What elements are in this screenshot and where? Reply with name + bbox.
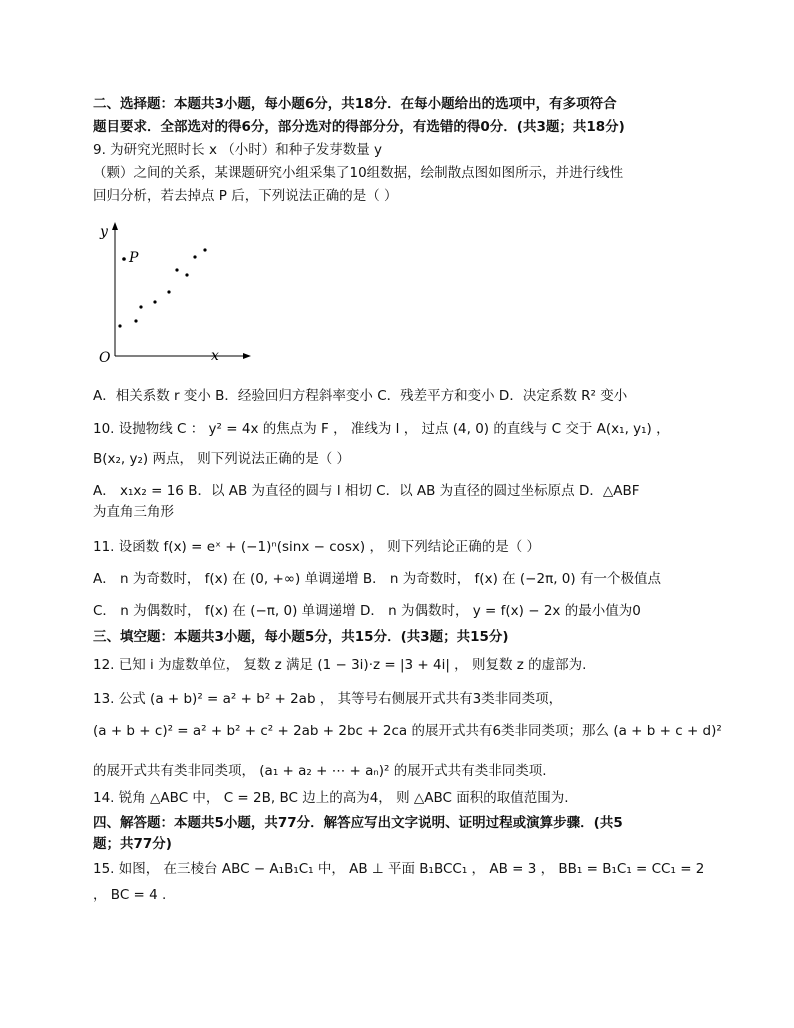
section4-header-line1: 四、解答题：本题共5小题，共77分．解答应写出文字说明、证明过程或演算步骤．(共5 — [93, 815, 623, 831]
section4-header-line2: 题；共77分) — [93, 836, 172, 852]
x-axis-arrow — [243, 353, 251, 359]
q10-line3: A． x₁x₂ = 16 B．以 AB 为直径的圆与 l 相切 C．以 AB 为直径的圆过坐标原点 D．△ABF — [93, 483, 640, 499]
scatter-point — [175, 268, 178, 271]
q15-line1: 15. 如图， 在三棱台 ABC − A₁B₁C₁ 中， AB ⊥ 平面 B₁BCC₁ ， AB = 3 ， BB₁ = B₁C₁ = CC₁ = 2 — [93, 861, 705, 877]
q10-line2: B(x₂, y₂) 两点， 则下列说法正确的是（ ） — [93, 451, 351, 467]
q12-line1: 12. 已知 i 为虚数单位， 复数 z 满足 (1 − 3i)·z = |3 + 4i| ， 则复数 z 的虚部为. — [93, 657, 587, 673]
y-axis-label: y — [100, 224, 108, 240]
q13-line3: 的展开式共有类非同类项， (a₁ + a₂ + ⋯ + aₙ)² 的展开式共有类非同类项. — [93, 763, 547, 779]
scatter-point — [185, 273, 188, 276]
scatter-point — [139, 305, 142, 308]
q15-line2: ， BC = 4 . — [93, 887, 167, 903]
section3-header: 三、填空题：本题共3小题，每小题5分，共15分．(共3题；共15分) — [93, 629, 509, 645]
scatter-point — [167, 290, 170, 293]
q13-line1: 13. 公式 (a + b)² = a² + b² + 2ab ， 其等号右侧展开式共有3类非同类项， — [93, 691, 563, 707]
scatter-plot-figure — [93, 220, 253, 370]
scatter-point — [203, 248, 206, 251]
q11-line2: A． n 为奇数时， f(x) 在 (0, +∞) 单调递增 B． n 为奇数时， f(x) 在 (−2π, 0) 有一个极值点 — [93, 571, 661, 587]
section2-header-line1: 二、选择题：本题共3小题，每小题6分，共18分．在每小题给出的选项中，有多项符合 — [93, 96, 617, 112]
q10-line4: 为直角三角形 — [93, 504, 174, 520]
q14-line1: 14. 锐角 △ABC 中， C = 2B, BC 边上的高为4， 则 △ABC 面积的取值范围为. — [93, 790, 569, 806]
q11-line1: 11. 设函数 f(x) = eˣ + (−1)ⁿ(sinx − cosx) ， 则下列结论正确的是（ ） — [93, 539, 541, 555]
origin-label: O — [99, 350, 111, 366]
y-axis-arrow — [112, 222, 118, 230]
section2-header-line2: 题目要求．全部选对的得6分，部分选对的得部分分，有选错的得0分．(共3题；共18分) — [93, 119, 625, 135]
scatter-point — [134, 319, 137, 322]
q11-line3: C． n 为偶数时， f(x) 在 (−π, 0) 单调递增 D． n 为偶数时， y = f(x) − 2x 的最小值为0 — [93, 603, 641, 619]
q13-line2: (a + b + c)² = a² + b² + c² + 2ab + 2bc + 2ca 的展开式共有6类非同类项；那么 (a + b + c + d)² — [93, 723, 722, 739]
point-p-label: P — [129, 250, 139, 266]
q10-line1: 10. 设抛物线 C ： y² = 4x 的焦点为 F ， 准线为 l ， 过点 (4, 0) 的直线与 C 交于 A(x₁, y₁) ， — [93, 421, 670, 437]
scatter-point — [193, 255, 196, 258]
q9-line2: （颗）之间的关系，某课题研究小组采集了10组数据，绘制散点图如图所示，并进行线性 — [93, 165, 624, 181]
scatter-point — [118, 324, 121, 327]
scatter-point — [153, 300, 156, 303]
q9-options: A．相关系数 r 变小 B．经验回归方程斜率变小 C．残差平方和变小 D．决定系数 R² 变小 — [93, 388, 628, 404]
q9-line3: 回归分析，若去掉点 P 后，下列说法正确的是（ ） — [93, 188, 398, 204]
q9-line1: 9. 为研究光照时长 x （小时）和种子发芽数量 y — [93, 142, 383, 158]
scatter-point-p — [122, 257, 126, 261]
x-axis-label: x — [211, 348, 219, 364]
